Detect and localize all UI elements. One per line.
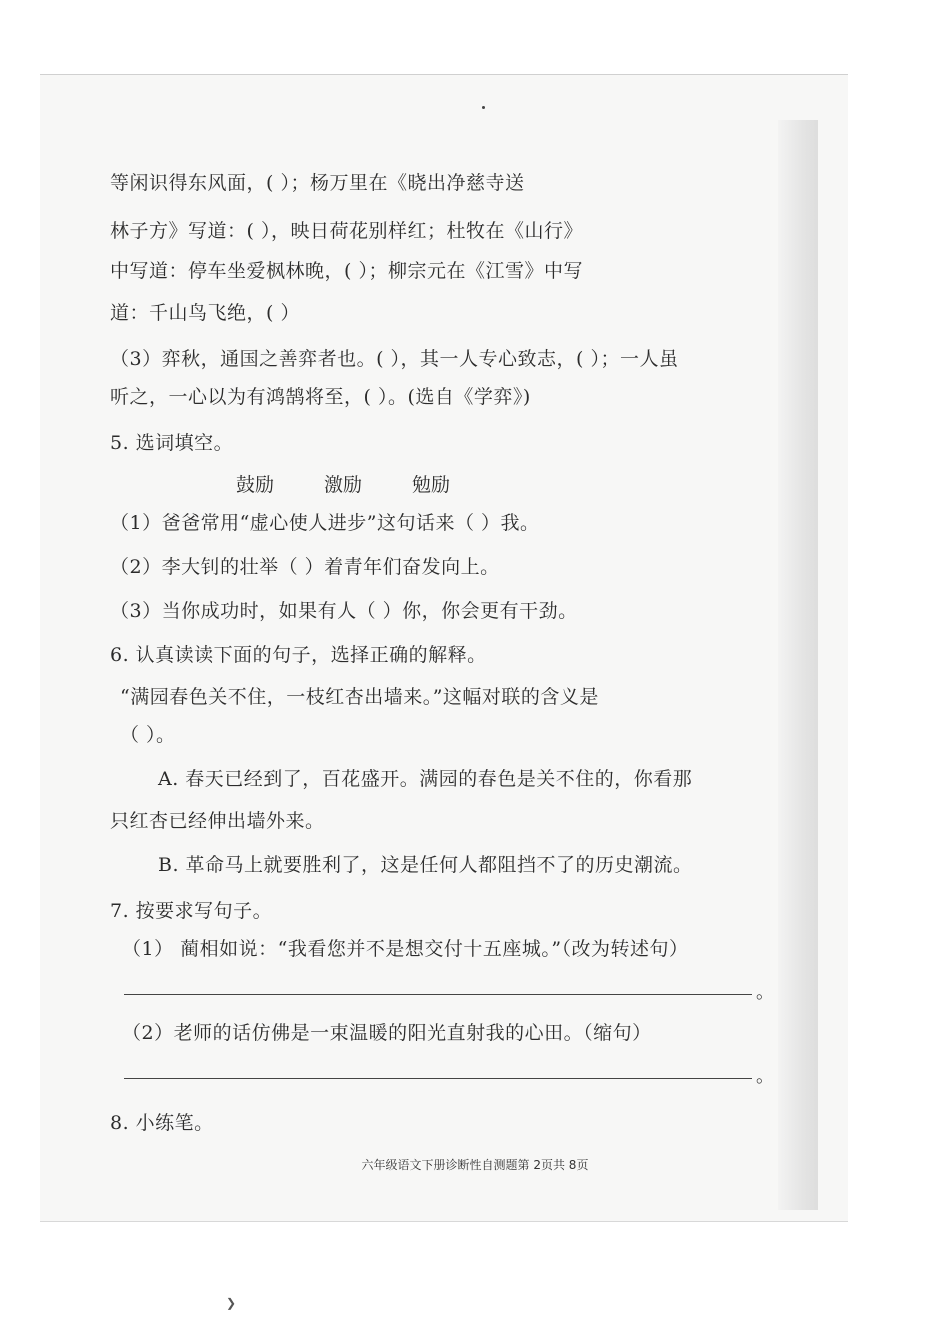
q5-item-3: （3）当你成功时，如果有人（ ）你，你会更有干劲。 bbox=[110, 600, 578, 622]
q7-item-2: （2）老师的话仿佛是一束温暖的阳光直射我的心田。（缩句） bbox=[122, 1022, 652, 1044]
q6-option-b: B. 革命马上就要胜利了，这是任何人都阻挡不了的历史潮流。 bbox=[158, 854, 693, 876]
q6-heading: 6. 认真读读下面的句子，选择正确的解释。 bbox=[110, 644, 487, 666]
word-option-1: 鼓励 bbox=[236, 474, 275, 496]
page-footer: 六年级语文下册诊断性自测题第 2页共 8页 bbox=[361, 1158, 589, 1172]
poem-line-2: 林子方》写道：( ），映日荷花别样红；杜牧在《山行》 bbox=[110, 220, 583, 242]
answer-line-1[interactable] bbox=[124, 994, 752, 995]
word-option-2: 激励 bbox=[324, 474, 363, 496]
answer-line-2[interactable] bbox=[124, 1078, 752, 1079]
scan-fold-shadow bbox=[778, 120, 818, 1210]
poem-line-4: 道：千山鸟飞绝，( ） bbox=[110, 302, 300, 324]
poem-line-3: 中写道：停车坐爱枫林晚，( ）；柳宗元在《江雪》中写 bbox=[110, 260, 583, 282]
q5-item-1: （1）爸爸常用“虚心使人进步”这句话来（ ）我。 bbox=[110, 512, 540, 534]
answer-end-1: 。 bbox=[756, 982, 774, 1003]
q8-heading: 8. 小练笔。 bbox=[110, 1112, 214, 1134]
answer-end-2: 。 bbox=[756, 1066, 774, 1087]
q7-item-1: （1） 蔺相如说：“我看您并不是想交付十五座城。”（改为转述句） bbox=[122, 938, 689, 960]
q6-blank: （ ）。 bbox=[120, 724, 176, 746]
scan-mark-icon: ❯ bbox=[226, 1296, 237, 1310]
word-option-3: 勉励 bbox=[412, 474, 451, 496]
q5-heading: 5. 选词填空。 bbox=[110, 432, 234, 454]
q6-option-a-cont: 只红杏已经伸出墙外来。 bbox=[110, 810, 325, 832]
xueyi-line-1: （3）弈秋，通国之善弈者也。( ），其一人专心致志，( ）；一人虽 bbox=[110, 348, 679, 370]
scan-dot bbox=[482, 106, 485, 109]
q5-item-2: （2）李大钊的壮举（ ）着青年们奋发向上。 bbox=[110, 556, 500, 578]
q6-couplet: “满园春色关不住，一枝红杏出墙来。”这幅对联的含义是 bbox=[120, 686, 599, 708]
poem-line-1: 等闲识得东风面，( ）；杨万里在《晓出净慈寺送 bbox=[110, 172, 525, 194]
xueyi-line-2: 听之，一心以为有鸿鹄将至，( ）。(选自《学弈》) bbox=[110, 386, 531, 408]
q6-option-a: A. 春天已经到了，百花盛开。满园的春色是关不住的，你看那 bbox=[158, 768, 693, 790]
q7-heading: 7. 按要求写句子。 bbox=[110, 900, 273, 922]
